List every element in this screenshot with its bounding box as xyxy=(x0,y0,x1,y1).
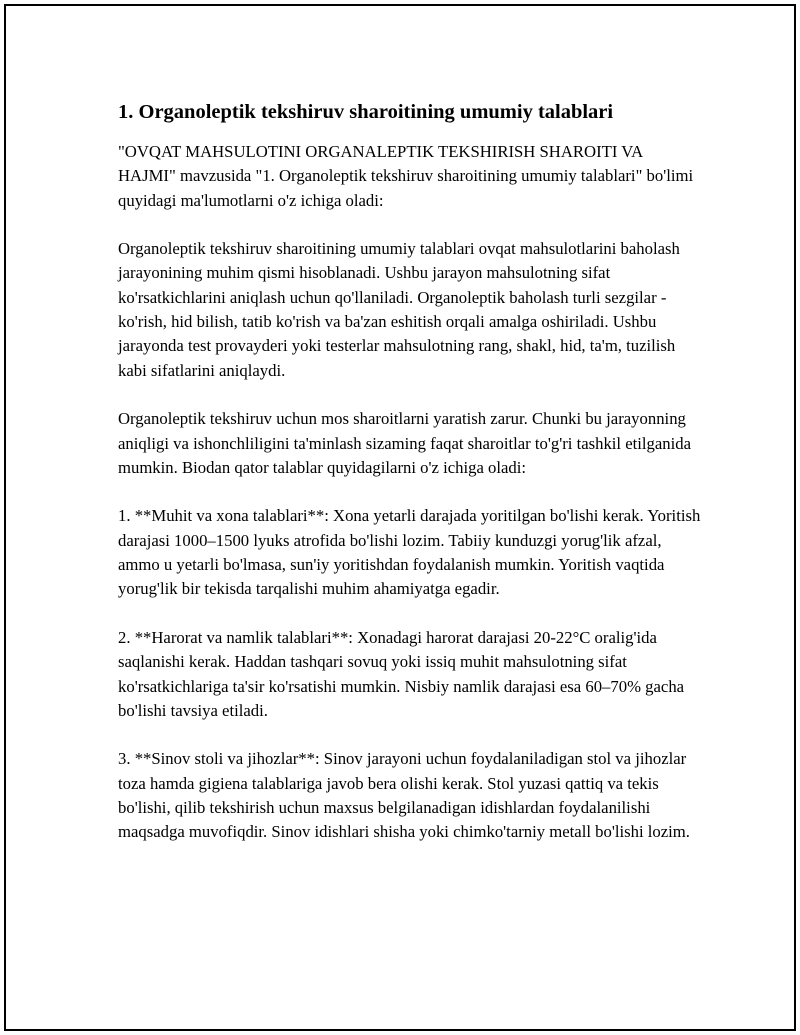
requirement-item-3: 3. **Sinov stoli va jihozlar**: Sinov jarayoni uchun foydalaniladigan stol va jihozlar toza hamda gigiena talablariga javob bera olishi kerak. Stol yuzasi qattiq va tekis bo'lishi, qilib tekshirish uchun maxsus belgilanadigan idishlardan foydalanilishi maqsadga muvofiqdir. Sinov idishlari shisha yoki chimko'tarniy metall bo'lishi lozim. xyxy=(118,749,690,842)
section-title: 1. Organoleptik tekshiruv sharoitining umumiy talablari xyxy=(118,101,614,123)
conditions-paragraph: Organoleptik tekshiruv uchun mos sharoitlarni yaratish zarur. Chunki bu jarayonning aniqligi va ishonchliligini ta'minlash sizaming faqat sharoitlar to'g'ri tashkil etilganida mumkin. Biodan qator talablar quyidagilarni o'z ichiga oladi: xyxy=(118,409,692,477)
requirement-item-2: 2. **Harorat va namlik talablari**: Xonadagi harorat darajasi 20-22°C oralig'ida saqlanishi kerak. Haddan tashqari sovuq yoki issiq muhit mahsulotning sifat ko'rsatkichlariga ta'sir ko'rsatishi mumkin. Nisbiy namlik darajasi esa 60–70% gacha bo'lishi tavsiya etiladi. xyxy=(118,627,685,720)
requirement-item-1: 1. **Muhit va xona talablari**: Xona yetarli darajada yoritilgan bo'lishi kerak. Yoritish darajasi 1000–1500 lyuks atrofida bo'lishi lozim. Tabiiy kunduzgi yorug'lik afzal, ammo u yetarli bo'lmasa, sun'iy yoritishdan foydalanish mumkin. Yoritish vaqtida yorug'lik bir tekisda tarqalishi muhim ahamiyatga egadir. xyxy=(118,506,701,599)
intro-paragraph: "OVQAT MAHSULOTINI ORGANALEPTIK TEKSHIRISH SHAROITI VA HAJMI" mavzusida "1. Organoleptik tekshiruv sharoitining umumiy talablari" bo'limi quyidagi ma'lumotlarni o'z ichiga oladi: xyxy=(118,142,694,210)
page-frame xyxy=(4,4,796,1031)
document-body xyxy=(118,96,703,869)
overview-paragraph: Organoleptik tekshiruv sharoitining umumiy talablari ovqat mahsulotlarini baholash jarayonining muhim qismi hisoblanadi. Ushbu jarayon mahsulotning sifat ko'rsatkichlarini aniqlash uchun qo'llaniladi. Organoleptik baholash turli sezgilar - ko'rish, hid bilish, tatib ko'rish va ba'zan eshitish orqali amalga oshiriladi. Ushbu jarayonda test provayderi yoki testerlar mahsulotning rang, shakl, hid, ta'm, tuzilish kabi sifatlarini aniqlaydi. xyxy=(118,239,680,380)
